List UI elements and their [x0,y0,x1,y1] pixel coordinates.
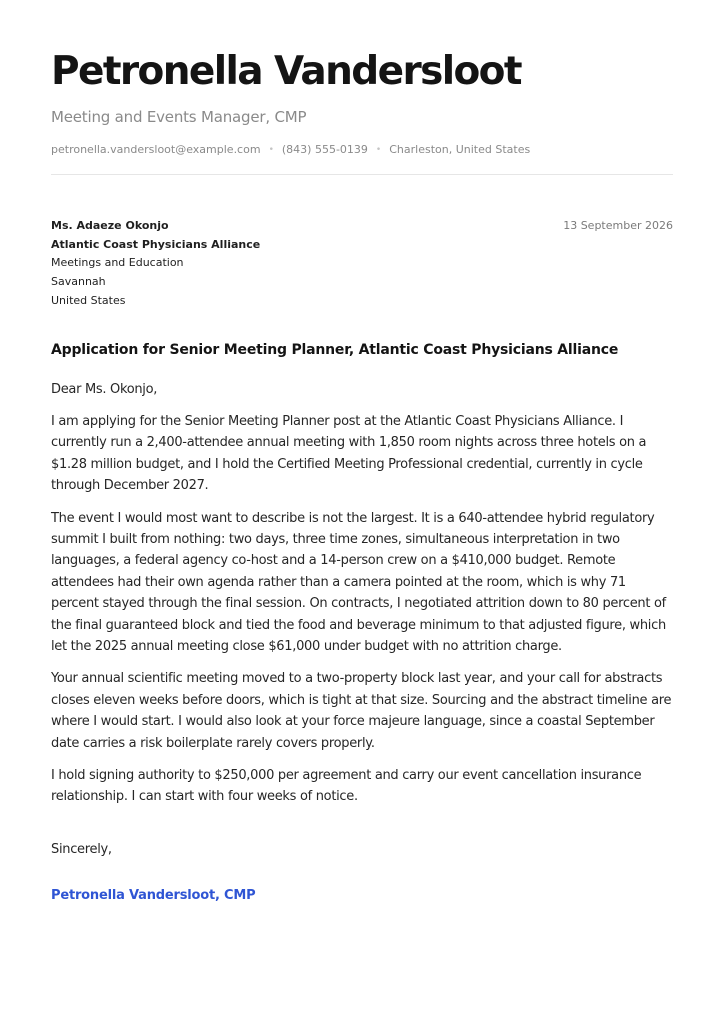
applicant-role: Meeting and Events Manager, CMP [51,108,307,126]
signature: Petronella Vandersloot, CMP [51,888,256,904]
contact-location: Charleston, United States [389,143,531,156]
letter-header [51,48,673,175]
recipient-country: United States [51,293,126,307]
recipient-block [51,217,673,311]
body-paragraph-3: Your annual scientific meeting moved to a two-property block last year, and your call for abstracts closes eleven weeks before doors, which is tight at that size. Sourcing and the abstract timeline are where I would start. I would also look at your force majeure language, since a coastal September date carries a risk boilerplate rarely covers properly. [51,671,672,751]
recipient-city: Savannah [51,275,106,289]
body-paragraph-4: I hold signing authority to $250,000 per agreement and carry our event cancellation insurance relationship. I can start with four weeks of notice. [51,768,642,805]
salutation: Dear Ms. Okonjo, [51,381,158,397]
closing: Sincerely, [51,841,112,857]
separator-dot: • [268,145,274,155]
recipient-name: Ms. Adaeze Okonjo [51,219,169,232]
separator-dot: • [375,145,382,155]
recipient-department: Meetings and Education [51,256,184,270]
contact-email: petronella.vandersloot@example.com [51,143,261,156]
body-paragraph-2: The event I would most want to describe is not the largest. It is a 640-attendee hybrid regulatory summit I built from nothing: two days, three time zones, simultaneous interpretation in two languages, a federal agency co-host and a 14-person crew on a $410,000 budget. Remote attendees had their own agenda rather than a camera pointed at the room, which is why 71 percent stayed through the final session. On contracts, I negotiated attrition down to 80 percent of the final guaranteed block and tied the food and beverage minimum to that adjusted figure, which let the 2025 annual meeting close $61,000 under budget with no attrition charge. [51,510,666,654]
contact-line [51,143,673,157]
header-divider [51,174,673,175]
recipient-organization: Atlantic Coast Physicians Alliance [51,237,261,251]
applicant-name: Petronella Vandersloot [51,49,521,94]
letter-subject: Application for Senior Meeting Planner, Atlantic Coast Physicians Alliance [51,341,619,358]
letter-date: 13 September 2026 [563,219,673,232]
body-paragraph-1: I am applying for the Senior Meeting Planner post at the Atlantic Coast Physicians Alliance. I currently run a 2,400-attendee annual meeting with 1,850 room nights across three hotels on a $1.28 million budget, and I hold the Certified Meeting Professional credential, currently in cycle through December 2027. [51,413,647,494]
contact-phone: (843) 555-0139 [281,143,368,156]
